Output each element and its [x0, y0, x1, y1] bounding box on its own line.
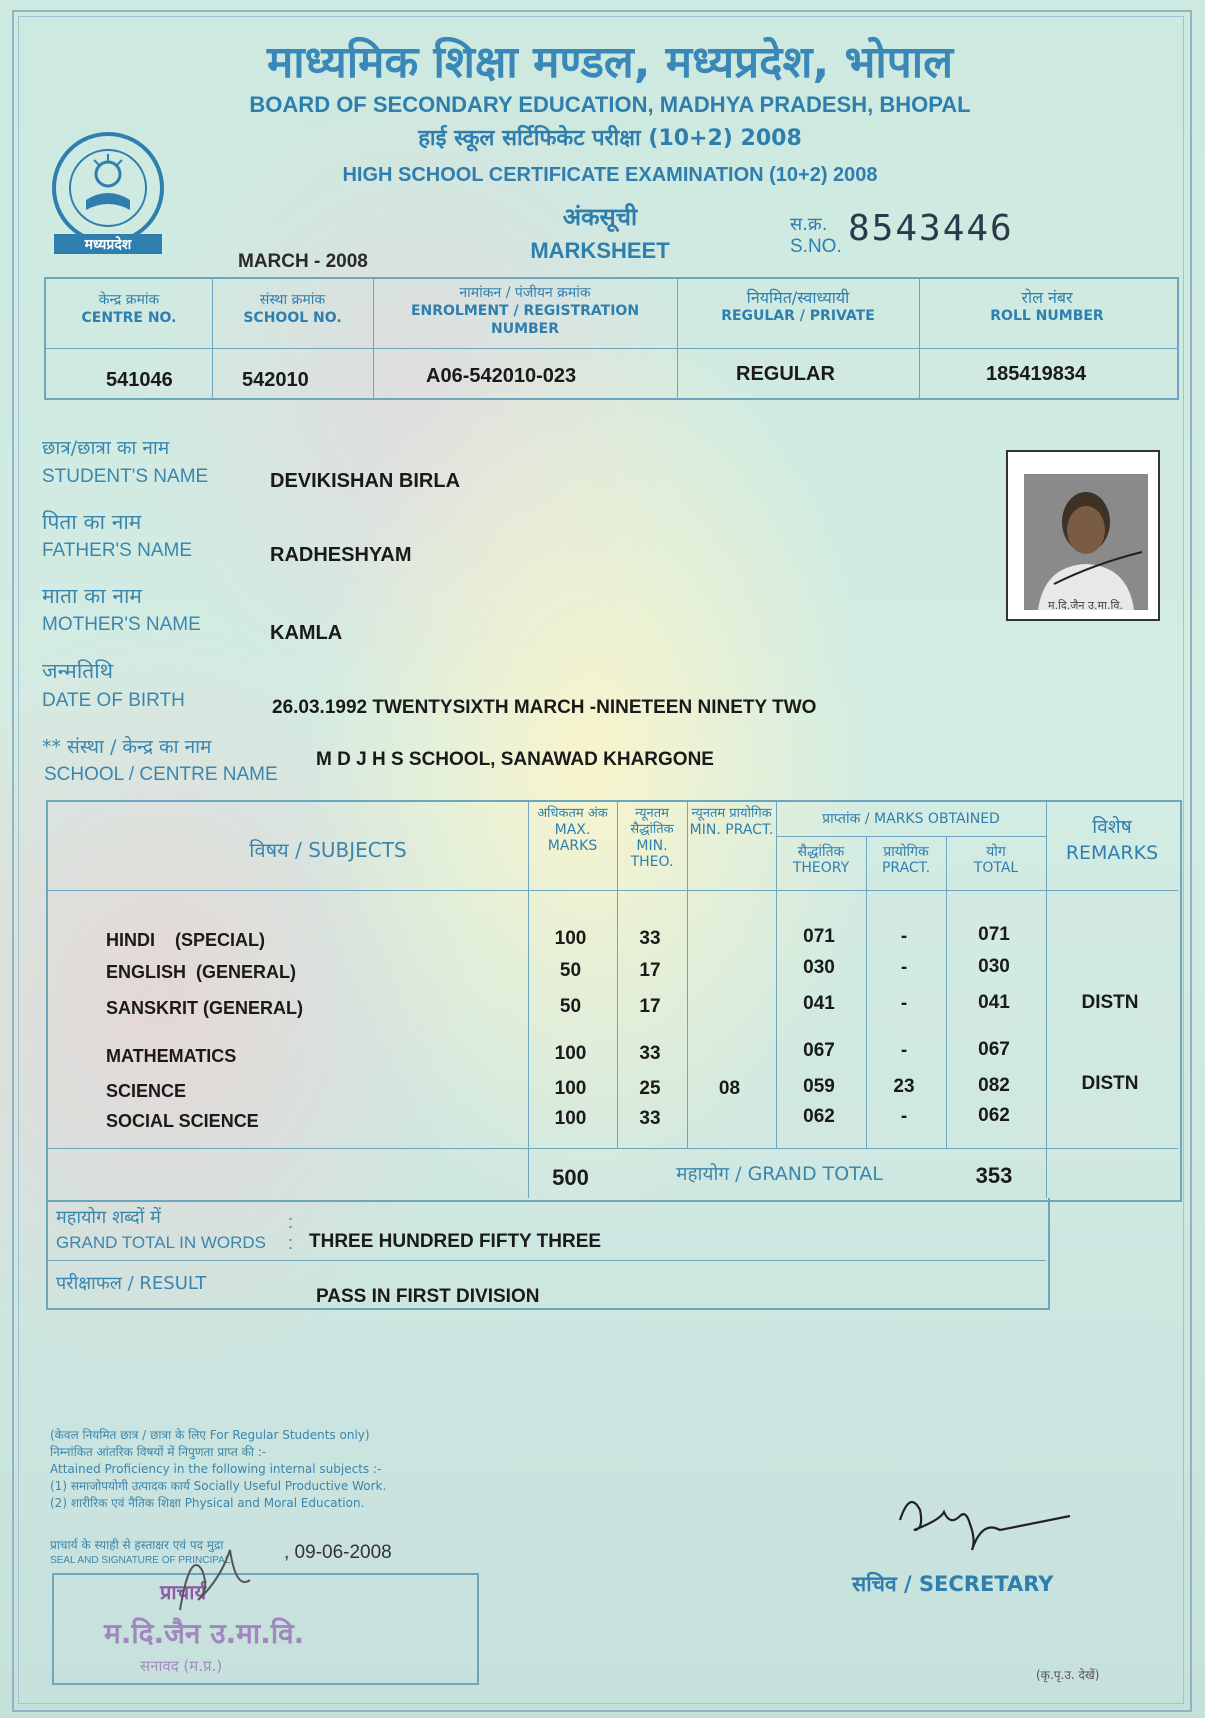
words-label: GRAND TOTAL IN WORDS — [56, 1233, 267, 1252]
total-marks: 062 — [978, 1105, 1010, 1126]
student-name: DEVIKISHAN BIRLA — [270, 470, 461, 492]
marksheet-title-hindi: अंकसूची — [562, 203, 638, 231]
practical-marks: - — [900, 1106, 908, 1127]
max-marks-header: अधिकतम अंक MAX. MARKS — [537, 806, 608, 854]
school-no-header: संस्था क्रमांक SCHOOL NO. — [243, 292, 342, 326]
words-label-hindi: महायोग शब्दों में — [56, 1207, 161, 1228]
enrolment-header: नामांकन / पंजीयन क्रमांक ENROLMENT / REGISTRATION NUMBER — [410, 285, 640, 337]
max-marks-total: 500 — [552, 1165, 589, 1190]
father-name-label: FATHER'S NAME — [42, 540, 193, 561]
min-theory: 33 — [639, 928, 661, 949]
max-marks: 50 — [559, 996, 582, 1017]
exam-title-english: HIGH SCHOOL CERTIFICATE EXAMINATION (10+2) 2008 — [342, 164, 878, 186]
subject-name: SCIENCE — [106, 1081, 187, 1101]
theory-header: सैद्धांतिक THEORY — [792, 844, 850, 876]
centre-no-header: केन्द्र क्रमांक CENTRE NO. — [81, 292, 177, 326]
school-name-label: SCHOOL / CENTRE NAME — [44, 764, 278, 785]
subject-name: ENGLISH (GENERAL) — [106, 962, 297, 982]
father-name-label-hindi: पिता का नाम — [42, 510, 142, 534]
theory-marks: 062 — [803, 1106, 835, 1127]
serial-number-label: S.NO. — [790, 236, 842, 257]
total-marks: 067 — [978, 1039, 1010, 1060]
min-practical: 08 — [718, 1078, 741, 1099]
practical-marks: 23 — [893, 1076, 915, 1097]
result-divider — [46, 1260, 1046, 1261]
serial-number: 8543446 — [848, 208, 1014, 249]
secretary-label: सचिव / SECRETARY — [852, 1572, 1054, 1596]
serial-number-label-hindi: स.क्र. — [790, 214, 828, 235]
marks-obtained-header: प्राप्तांक / MARKS OBTAINED — [822, 811, 1000, 827]
subject-name: SOCIAL SCIENCE — [106, 1111, 259, 1131]
grand-total-in-words: THREE HUNDRED FIFTY THREE — [309, 1231, 602, 1252]
regular-private-value: REGULAR — [736, 363, 835, 385]
mother-name-label-hindi: माता का नाम — [42, 584, 142, 608]
exam-title-hindi: हाई स्कूल सर्टिफिकेट परीक्षा (10+2) 2008 — [418, 126, 802, 151]
marksheet-title-english: MARKSHEET — [530, 238, 670, 263]
min-theory: 33 — [639, 1108, 661, 1129]
subjects-header: विषय / SUBJECTS — [249, 838, 407, 862]
principal-stamp-school: म.दि.जैन उ.मा.वि. — [104, 1617, 305, 1650]
student-portrait-icon — [1024, 474, 1148, 610]
max-marks: 100 — [554, 1078, 587, 1099]
min-theory: 33 — [639, 1043, 661, 1064]
date-of-birth: 26.03.1992 TWENTYSIXTH MARCH -NINETEEN NINETY TWO — [272, 697, 817, 718]
secretary-signature-icon — [890, 1480, 1080, 1560]
photo-stamp-text: म.दि.जैन उ.मा.वि. — [1048, 599, 1123, 612]
school-name: M D J H S SCHOOL, SANAWAD KHARGONE — [316, 749, 714, 770]
regular-private-header: नियमित/स्वाध्यायी REGULAR / PRIVATE — [721, 288, 875, 324]
min-theory: 17 — [639, 996, 661, 1017]
father-name: RADHESHYAM — [270, 544, 412, 566]
theory-marks: 071 — [803, 926, 835, 947]
practical-marks: - — [900, 993, 908, 1014]
words-colon-2: : — [288, 1233, 294, 1253]
school-name-label-hindi: ** संस्था / केन्द्र का नाम — [42, 736, 212, 758]
grand-total: 353 — [975, 1163, 1013, 1188]
student-name-label: STUDENT'S NAME — [42, 466, 209, 487]
registration-info-table — [44, 277, 1179, 400]
remarks: DISTN — [1081, 1073, 1139, 1094]
total-marks: 041 — [978, 992, 1010, 1013]
total-marks: 030 — [978, 956, 1010, 977]
max-marks: 50 — [559, 960, 582, 981]
principal-stamp-title: प्राचार्य — [160, 1580, 207, 1604]
theory-marks: 030 — [803, 957, 835, 978]
grand-total-label: महायोग / GRAND TOTAL — [676, 1163, 883, 1185]
practical-header: प्रायोगिक PRACT. — [881, 844, 931, 876]
theory-marks: 059 — [803, 1076, 835, 1097]
enrolment-value: A06-542010-023 — [426, 365, 577, 387]
total-marks: 071 — [978, 924, 1010, 945]
theory-marks: 041 — [803, 993, 835, 1014]
internal-subjects-note: (केवल नियमित छात्र / छात्रा के लिए For Regular Students only) निम्नांकित आंतरिक विषयों में निपुणता प्राप्त की :- Attained Proficiency in the following internal subjects :- (1) समाजोपयोगी उत्पादक कार्य Socially Useful Productive Work. (2) शारीरिक एवं नैतिक शिक्षा Physical and Moral Education. — [50, 1428, 387, 1510]
min-theory: 25 — [639, 1078, 661, 1099]
min-practical-header: न्यूनतम प्रायोगिक MIN. PRACT. — [689, 806, 774, 838]
issue-date: , 09-06-2008 — [284, 1542, 392, 1563]
roll-number-value: 185419834 — [986, 363, 1087, 385]
principal-seal-label: SEAL AND SIGNATURE OF PRINCIPAL — [50, 1555, 231, 1566]
subject-name: HINDI (SPECIAL) — [106, 930, 266, 950]
result-label: परीक्षाफल / RESULT — [56, 1273, 207, 1294]
student-photo — [1006, 450, 1160, 621]
exam-session: MARCH - 2008 — [238, 251, 368, 272]
words-colon-1: : — [288, 1212, 294, 1232]
board-title-hindi: माध्यमिक शिक्षा मण्डल, मध्यप्रदेश, भोपाल — [266, 37, 954, 88]
roll-number-header: रोल नंबर ROLL NUMBER — [990, 288, 1104, 324]
please-turn-over: (कृ.पृ.उ. देखें) — [1036, 1668, 1100, 1682]
school-no-value: 542010 — [242, 369, 309, 391]
board-title-english: BOARD OF SECONDARY EDUCATION, MADHYA PRADESH, BHOPAL — [249, 92, 971, 117]
seal-bottom-text: मध्यप्रदेश — [84, 237, 132, 253]
dob-label: DATE OF BIRTH — [42, 690, 185, 711]
mother-name-label: MOTHER'S NAME — [42, 614, 201, 635]
principal-seal-label-hindi: प्राचार्य के स्याही से हस्ताक्षर एवं पद मुद्रा — [50, 1538, 224, 1552]
total-header: योग TOTAL — [973, 844, 1019, 876]
max-marks: 100 — [554, 928, 587, 949]
mother-name: KAMLA — [270, 622, 343, 644]
subject-name: MATHEMATICS — [106, 1046, 237, 1066]
principal-signature-icon — [150, 1530, 270, 1620]
min-theory-header: न्यूनतम सैद्धांतिक MIN. THEO. — [630, 806, 674, 870]
principal-stamp-place: सनावद (म.प्र.) — [140, 1657, 223, 1675]
result-value: PASS IN FIRST DIVISION — [316, 1286, 540, 1307]
max-marks: 100 — [554, 1108, 587, 1129]
total-marks: 082 — [978, 1075, 1010, 1096]
practical-marks: - — [900, 926, 908, 947]
remarks: DISTN — [1081, 992, 1139, 1013]
remarks-header: विशेष REMARKS — [1065, 816, 1159, 864]
student-name-label-hindi: छात्र/छात्रा का नाम — [42, 437, 170, 459]
centre-no-value: 541046 — [106, 369, 173, 391]
practical-marks: - — [900, 1040, 908, 1061]
min-theory: 17 — [639, 960, 661, 981]
max-marks: 100 — [554, 1043, 587, 1064]
subject-name: SANSKRIT (GENERAL) — [106, 998, 303, 1018]
dob-label-hindi: जन्मतिथि — [42, 659, 114, 683]
practical-marks: - — [900, 957, 908, 978]
theory-marks: 067 — [803, 1040, 835, 1061]
